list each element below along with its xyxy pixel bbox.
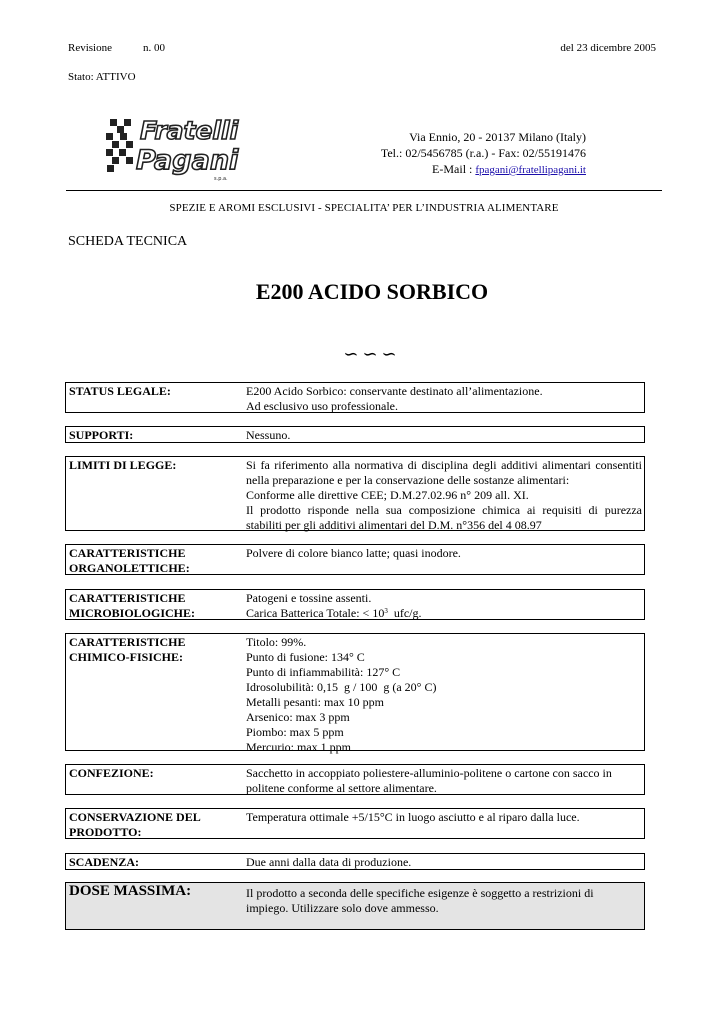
section-conservazione [65, 808, 645, 839]
company-tagline: SPEZIE E AROMI ESCLUSIVI - SPECIALITA’ PER L’INDUSTRIA ALIMENTARE [169, 202, 559, 214]
value-line: impiego. Utilizzare solo dove ammesso. [246, 901, 439, 915]
label-line: CARATTERISTICHE [69, 635, 186, 649]
value-line: Patogeni e tossine assenti. [246, 591, 372, 605]
cbt-unit: ufc/g. [387, 606, 422, 620]
section-label: DOSE MASSIMA: [69, 883, 192, 899]
email-link[interactable]: fpagani@fratellipagani.it [475, 164, 586, 176]
revision-date: del 23 dicembre 2005 [560, 42, 656, 54]
revision-info [68, 42, 165, 54]
value-line: Mercurio: max 1 ppm [246, 740, 351, 754]
section-label: CONFEZIONE: [69, 766, 154, 780]
logo-text-line2: Pagani [136, 145, 239, 176]
section-confezione [65, 764, 645, 795]
section-value [246, 810, 642, 825]
company-phone-fax: Tel.: 02/5456785 (r.a.) - Fax: 02/55191476 [380, 146, 586, 160]
section-label: LIMITI DI LEGGE: [69, 458, 177, 472]
header-divider [66, 190, 662, 191]
value-line: stabiliti per gli additivi alimentari del D.M. n°356 del 4 08.97 [246, 518, 542, 532]
label-line: CONSERVAZIONE DEL [69, 810, 201, 824]
label-line: PRODOTTO: [69, 825, 142, 839]
section-value [246, 886, 642, 916]
label-line: CARATTERISTICHE [69, 591, 186, 605]
value-line: Idrosolubilità: 0,15 g / 100 g (a 20° C) [246, 680, 437, 694]
section-chimico-fisiche [65, 633, 645, 754]
document-status: Stato: ATTIVO [68, 71, 136, 83]
value-line [246, 606, 642, 621]
section-value [246, 384, 642, 414]
value-line: Ad esclusivo uso professionale. [246, 399, 398, 413]
company-logo [104, 111, 248, 183]
value-line: Il prodotto risponde nella sua composizione chimica ai requisiti di purezza [246, 503, 642, 517]
document-type: SCHEDA TECNICA [68, 234, 188, 249]
value-line: Metalli pesanti: max 10 ppm [246, 695, 384, 709]
value-line: Piombo: max 5 ppm [246, 725, 344, 739]
label-line: CARATTERISTICHE [69, 546, 186, 560]
section-dose-massima [65, 882, 645, 930]
product-title: E200 ACIDO SORBICO [255, 279, 489, 304]
section-microbiologiche [65, 589, 645, 620]
section-label [69, 810, 239, 840]
logo-suffix: s.p.a. [214, 176, 228, 182]
section-scadenza [65, 853, 645, 870]
label-line: CHIMICO-FISICHE: [69, 650, 184, 664]
value-line: Polvere di colore bianco latte; quasi inodore. [246, 546, 461, 560]
section-value [246, 591, 642, 621]
section-value [246, 546, 642, 561]
section-label [69, 591, 239, 621]
value-line: Punto di fusione: 134° C [246, 650, 365, 664]
revision-number: n. 00 [143, 42, 165, 54]
value-line: Titolo: 99%. [246, 635, 307, 649]
value-line: Conforme alle direttive CEE; D.M.27.02.96 n° 209 all. XI. [246, 488, 529, 502]
section-value [246, 635, 642, 755]
label-line: MICROBIOLOGICHE: [69, 606, 196, 620]
value-line: Temperatura ottimale +5/15°C in luogo asciutto e al riparo dalla luce. [246, 810, 580, 824]
section-status-legale [65, 382, 645, 413]
value-line: Arsenico: max 3 ppm [246, 710, 350, 724]
logo-text-line1: Fratelli [140, 116, 239, 145]
company-email-row [300, 161, 586, 178]
section-label: SUPPORTI: [69, 428, 134, 442]
section-organolettiche [65, 544, 645, 575]
value-line: Punto di infiammabilità: 127° C [246, 665, 401, 679]
cbt-exponent: 3 [384, 607, 388, 615]
section-label [69, 546, 239, 576]
value-line: Si fa riferimento alla normativa di disciplina degli additivi alimentari consentiti [246, 458, 642, 472]
section-label: SCADENZA: [69, 855, 140, 869]
section-value [246, 855, 642, 870]
value-line: Due anni dalla data di produzione. [246, 855, 412, 869]
section-value [246, 766, 642, 796]
revision-label: Revisione [68, 42, 112, 54]
section-limiti-di-legge [65, 456, 645, 531]
value-line: nella preparazione e per la conservazione delle sostanze alimentari: [246, 473, 570, 487]
section-value [246, 428, 642, 443]
section-value [246, 458, 642, 533]
value-line: Nessuno. [246, 428, 291, 442]
section-label: STATUS LEGALE: [69, 384, 171, 398]
label-line: ORGANOLETTICHE: [69, 561, 190, 575]
cbt-text: Carica Batterica Totale: < 10 [246, 606, 385, 620]
value-line: politene conforme al settore alimentare. [246, 781, 437, 795]
value-line: E200 Acido Sorbico: conservante destinato all’alimentazione. [246, 384, 543, 398]
section-label [69, 635, 239, 665]
company-address: Via Ennio, 20 - 20137 Milano (Italy) [409, 130, 586, 144]
value-line: Sacchetto in accoppiato poliestere-alluminio-politene o cartone con sacco in [246, 766, 612, 780]
company-contact [300, 129, 586, 178]
ornament-divider: ∽∽∽ [343, 344, 401, 364]
value-line: Il prodotto a seconda delle specifiche esigenze è soggetto a restrizioni di [246, 886, 594, 900]
section-supporti [65, 426, 645, 443]
email-label: E-Mail : [432, 162, 473, 176]
